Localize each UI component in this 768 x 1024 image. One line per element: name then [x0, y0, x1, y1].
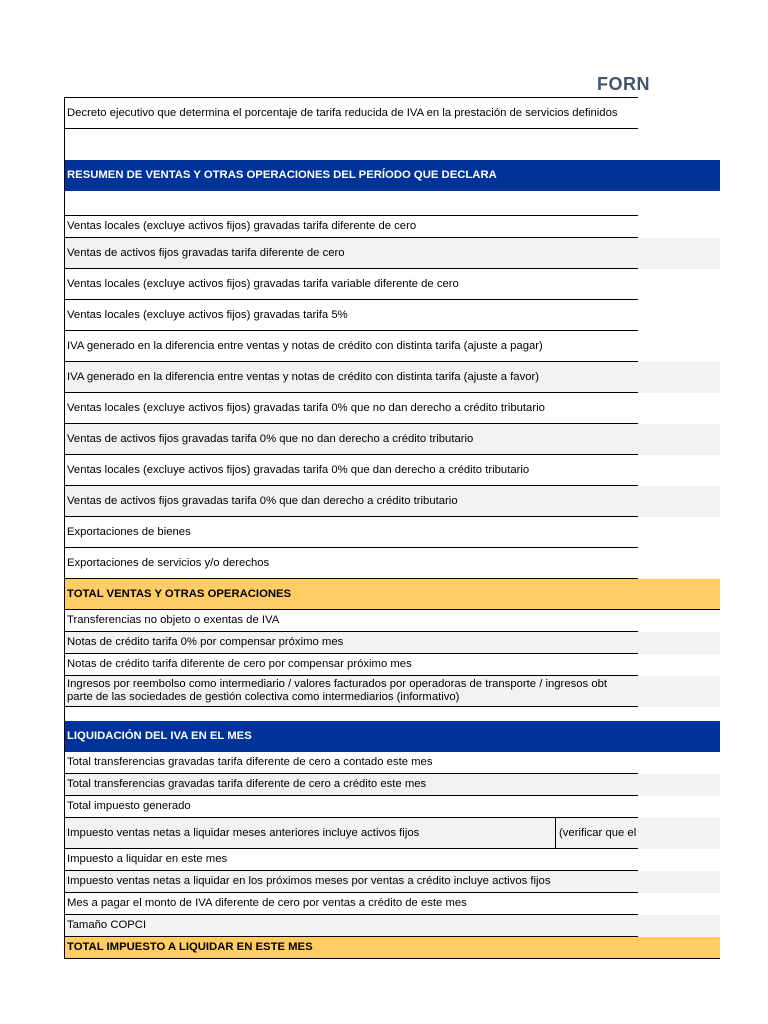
blank-row[interactable]: [64, 707, 720, 721]
table-row[interactable]: [64, 300, 720, 331]
table-row[interactable]: [64, 893, 720, 915]
table-row[interactable]: [64, 486, 720, 517]
row-label-multiline: [64, 676, 638, 707]
table-row[interactable]: [64, 915, 720, 937]
total-tax-label: TOTAL IMPUESTO A LIQUIDAR EN ESTE MES: [64, 937, 720, 959]
row-label: Impuesto a liquidar en este mes: [64, 849, 638, 871]
table-row[interactable]: [64, 849, 720, 871]
row-label: Impuesto ventas netas a liquidar meses anteriores incluye activos fijos: [64, 818, 638, 849]
table-row[interactable]: [64, 455, 720, 486]
row-label: Ventas locales (excluye activos fijos) gravadas tarifa variable diferente de cero: [64, 269, 638, 300]
row-label: Total transferencias gravadas tarifa diferente de cero a crédito este mes: [64, 774, 638, 796]
row-label: IVA generado en la diferencia entre ventas y notas de crédito con distinta tarifa (ajuste a favor): [64, 362, 638, 393]
blank-row[interactable]: [64, 129, 720, 160]
table-row[interactable]: [64, 238, 720, 269]
table-row[interactable]: [64, 752, 720, 774]
blank-cell: [64, 129, 638, 160]
decree-cell: Decreto ejecutivo que determina el porcentaje de tarifa reducida de IVA en la prestación de servicios definidos: [64, 97, 638, 129]
table-row[interactable]: [64, 362, 720, 393]
row-label: Exportaciones de bienes: [64, 517, 638, 548]
table-row[interactable]: [64, 610, 720, 632]
row-label: Tamaño COPCI: [64, 915, 638, 937]
row-label: Exportaciones de servicios y/o derechos: [64, 548, 638, 579]
row-label: Ventas locales (excluye activos fijos) gravadas tarifa 5%: [64, 300, 638, 331]
row-label: Ventas locales (excluye activos fijos) gravadas tarifa diferente de cero: [64, 216, 638, 238]
row-label: Transferencias no objeto o exentas de IVA: [64, 610, 638, 632]
section-header-liquidation-label: LIQUIDACIÓN DEL IVA EN EL MES: [64, 721, 720, 752]
form-sheet: [64, 97, 720, 959]
table-row[interactable]: [64, 269, 720, 300]
table-row[interactable]: [64, 548, 720, 579]
table-row[interactable]: [64, 331, 720, 362]
row-label: Notas de crédito tarifa 0% por compensar próximo mes: [64, 632, 638, 654]
row-label: Total transferencias gravadas tarifa diferente de cero a contado este mes: [64, 752, 638, 774]
row-label: Ventas de activos fijos gravadas tarifa 0% que dan derecho a crédito tributario: [64, 486, 638, 517]
blank-cell: [64, 707, 638, 721]
table-row[interactable]: [64, 871, 720, 893]
table-row[interactable]: [64, 216, 720, 238]
table-row[interactable]: [64, 818, 720, 849]
decree-row[interactable]: [64, 97, 720, 129]
section-header-sales: [64, 160, 720, 191]
table-row[interactable]: [64, 517, 720, 548]
row-label: Ventas locales (excluye activos fijos) gravadas tarifa 0% que no dan derecho a crédito tributario: [64, 393, 638, 424]
table-row[interactable]: [64, 654, 720, 676]
total-sales-row: [64, 579, 720, 610]
row-label-line-2: parte de las sociedades de gestión colectiva como intermediarios (informativo): [67, 691, 460, 703]
table-row[interactable]: [64, 424, 720, 455]
row-label: Ventas de activos fijos gravadas tarifa 0% que no dan derecho a crédito tributario: [64, 424, 638, 455]
table-row[interactable]: [64, 676, 720, 707]
verify-note: (verificar que el: [555, 818, 639, 849]
blank-row[interactable]: [64, 191, 720, 216]
row-label: Impuesto ventas netas a liquidar en los próximos meses por ventas a crédito incluye activos fijos: [64, 871, 638, 893]
blank-cell: [64, 191, 638, 216]
table-row[interactable]: [64, 796, 720, 818]
row-label: IVA generado en la diferencia entre ventas y notas de crédito con distinta tarifa (ajuste a pagar): [64, 331, 638, 362]
table-row[interactable]: [64, 393, 720, 424]
form-title: FORN: [597, 74, 650, 94]
row-label: Notas de crédito tarifa diferente de cero por compensar próximo mes: [64, 654, 638, 676]
row-label: Total impuesto generado: [64, 796, 638, 818]
section-header-liquidation: [64, 721, 720, 752]
row-label: Ventas locales (excluye activos fijos) gravadas tarifa 0% que dan derecho a crédito tributario: [64, 455, 638, 486]
row-label-line-1: Ingresos por reembolso como intermediario / valores facturados por operadoras de transporte / ingresos obt: [67, 678, 608, 690]
total-tax-row: [64, 937, 720, 959]
table-row[interactable]: [64, 632, 720, 654]
table-row[interactable]: [64, 774, 720, 796]
row-label: Mes a pagar el monto de IVA diferente de cero por ventas a crédito de este mes: [64, 893, 638, 915]
section-header-sales-label: RESUMEN DE VENTAS Y OTRAS OPERACIONES DEL PERÍODO QUE DECLARA: [64, 160, 720, 191]
row-label: Ventas de activos fijos gravadas tarifa diferente de cero: [64, 238, 638, 269]
total-sales-label: TOTAL VENTAS Y OTRAS OPERACIONES: [64, 579, 720, 610]
